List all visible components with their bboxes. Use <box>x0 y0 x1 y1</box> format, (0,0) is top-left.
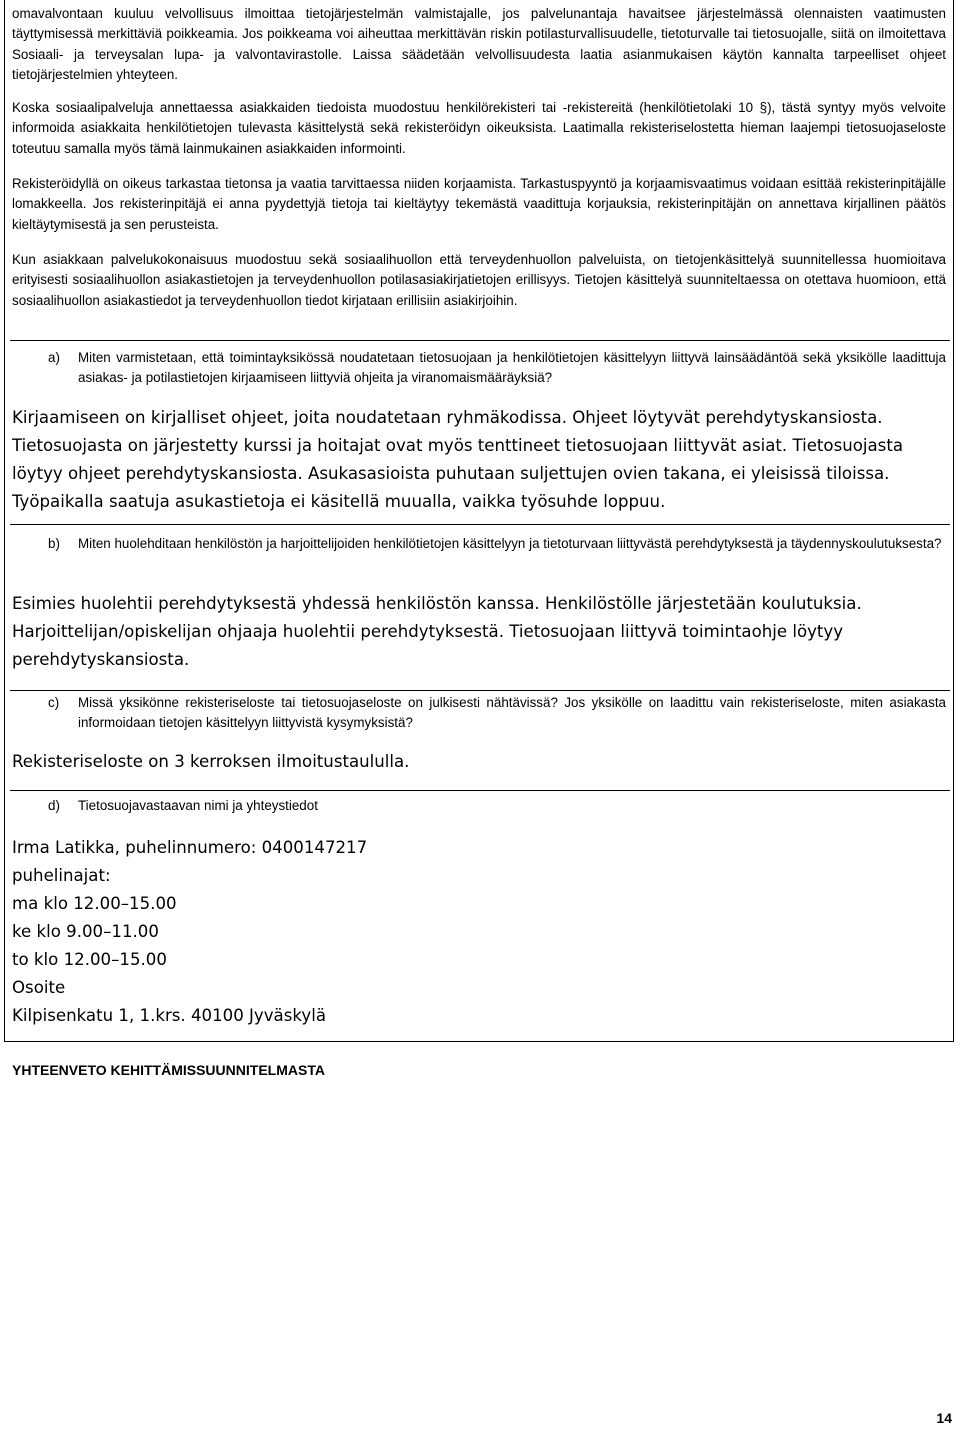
question-letter: c) <box>48 695 60 710</box>
page-number: 14 <box>936 1410 952 1426</box>
section-divider <box>10 790 950 791</box>
question-d <box>12 796 946 816</box>
question-text: Miten varmistetaan, että toimintayksikössä noudatetaan tietosuojaan ja henkilötietojen käsittelyyn liittyvä lainsäädäntöä sekä yksikölle laadittuja asiakas- ja potilastietojen kirjaamiseen liittyviä ohjeita ja viranomaismääräyksiä? <box>78 350 946 386</box>
question-c <box>12 693 946 734</box>
section-divider <box>10 524 950 525</box>
answer-b: Esimies huolehtii perehdytyksestä yhdessä henkilöstön kanssa. Henkilöstölle järjestetään koulutuksia. Harjoittelijan/opiskelijan ohjaaja huolehtii perehdytyksestä. Tietosuojaan liittyvä toimintaohje löytyy perehdytyskansiosta. <box>12 594 862 669</box>
paragraph-right-of-access: Rekisteröidyllä on oikeus tarkastaa tietonsa ja vaatia tarvittaessa niiden korjaamista. Tarkastuspyyntö ja korjaamisvaatimus voidaan esittää rekisterinpitäjälle lomakkeella. Jos rekisterinpitäjä ei anna pyydettyjä tietoja tai kieltäytyy tekemästä vaadittuja korjauksia, rekisterinpitäjän on annettava kirjallinen päätös kieltäytymisestä ja sen perusteista. <box>12 176 946 232</box>
question-letter: b) <box>48 536 60 551</box>
question-text: Miten huolehditaan henkilöstön ja harjoittelijoiden henkilötietojen käsittelyyn ja tietoturvaan liittyvästä perehdytyksestä ja täydennyskoulutuksesta? <box>78 536 942 551</box>
answer-a: Kirjaamiseen on kirjalliset ohjeet, joita noudatetaan ryhmäkodissa. Ohjeet löytyvät perehdytyskansiosta. Tietosuojasta on järjestetty kurssi ja hoitajat ovat myös tenttineet tietosuojaan liittyvät asiat. Tietosuojasta löytyy ohjeet perehdytyskansiosta. Asukasasioista puhutaan suljettujen ovien takana, ei yleisissä tiloissa. Työpaikalla saatuja asukastietoja ei käsitellä muualla, vaikka työsuhde loppuu. <box>12 408 903 511</box>
contact-name-phone: Irma Latikka, puhelinnumero: 0400147217 <box>12 838 368 857</box>
section-divider <box>10 690 950 691</box>
section-divider <box>10 340 950 341</box>
paragraph-informing-clients: Koska sosiaalipalveluja annettaessa asiakkaiden tiedoista muodostuu henkilörekisteri tai -rekistereitä (henkilötietolaki 10 §), tästä syntyy myös velvoite informoida asiakkaita henkilötietojen tulevasta käsittelystä sekä rekisteröidyn oikeuksista. Laatimalla rekisteriselostetta hieman laajempi tietosuojaseloste toteutuu samalla myös tämä lainmukainen asiakkaiden informointi. <box>12 100 946 156</box>
question-a <box>12 348 946 389</box>
paragraph-separate-records: Kun asiakkaan palvelukokonaisuus muodostuu sekä sosiaalihuollon että terveydenhuollon palveluista, on tietojenkäsittelyä suunnitellessa huomioitava erityisesti sosiaalihuollon asiakastietojen ja terveydenhuollon potilasasiakirjatietojen erillisyys. Tietojen käsittelyä suunniteltaessa on otettava huomioon, että sosiaalihuollon asiakastiedot ja terveydenhuollon tiedot kirjataan erillisiin asiakirjoihin. <box>12 252 946 308</box>
phone-hours-wednesday: ke klo 9.00–11.00 <box>12 922 159 941</box>
paragraph-notification-duty: omavalvontaan kuuluu velvollisuus ilmoittaa tietojärjestelmän valmistajalle, jos palvelunantaja havaitsee järjestelmässä olennaisten vaatimusten täyttymisessä merkittäviä poikkeamia. Jos poikkeama voi aiheuttaa merkittävän riskin potilasturvallisuudelle, tietoturvalle tai tietosuojalle, siitä on ilmoitettava Sosiaali- ja terveysalan lupa- ja valvontavirastolle. Laissa säädetään velvollisuudesta laatia asianmukaisen käytön kannalta tarpeelliset ohjeet tietojärjestelmien yhteyteen. <box>12 6 946 82</box>
phone-hours-monday: ma klo 12.00–15.00 <box>12 894 177 913</box>
question-letter: a) <box>48 350 60 365</box>
question-text: Tietosuojavastaavan nimi ja yhteystiedot <box>78 798 318 813</box>
question-b <box>12 534 946 554</box>
address-label: Osoite <box>12 978 66 997</box>
phone-hours-label: puhelinajat: <box>12 866 111 885</box>
answer-c: Rekisteriseloste on 3 kerroksen ilmoitustaululla. <box>12 752 410 771</box>
question-text: Missä yksikönne rekisteriseloste tai tietosuojaseloste on julkisesti nähtävissä? Jos yksikölle on laadittu vain rekisteriseloste, miten asiakasta informoidaan tietojen käsittelyyn liittyvistä kysymyksistä? <box>78 695 946 731</box>
address-value: Kilpisenkatu 1, 1.krs. 40100 Jyväskylä <box>12 1006 326 1025</box>
answer-d-contact-details <box>12 834 946 1030</box>
phone-hours-thursday: to klo 12.00–15.00 <box>12 950 167 969</box>
section-heading: YHTEENVETO KEHITTÄMISSUUNNITELMASTA <box>12 1062 325 1078</box>
question-letter: d) <box>48 798 60 813</box>
